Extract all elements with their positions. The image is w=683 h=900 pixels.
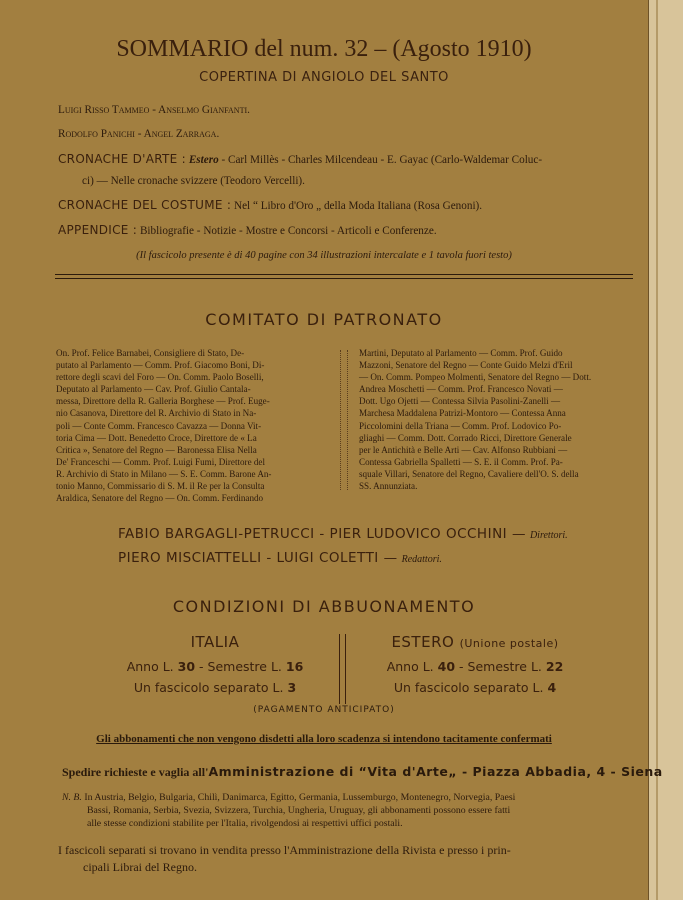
estero-subheading: (Unione postale)	[459, 637, 559, 650]
committee-line: Deputato al Parlamento — Cav. Prof. Giulio Cantala-	[56, 384, 251, 395]
committee-line: Martini, Deputato al Parlamento — Comm. Prof. Guido	[359, 348, 563, 358]
italia-semester-price: 16	[285, 659, 304, 674]
committee-line: poli — Conte Comm. Francesco Cavazza — Donna Vit-	[56, 420, 262, 431]
committee-line: tonio Manno, Commissario di S. M. il Re per la Consulta	[56, 481, 265, 492]
summary-line-2: Rodolfo Panichi - Angel Zarraga.	[58, 128, 220, 140]
cronache-costume-label: CRONACHE DEL COSTUME :	[58, 198, 232, 212]
estero-heading: ESTERO	[391, 633, 455, 651]
committee-title: COMITATO DI PATRONATO	[205, 310, 443, 329]
italia-heading: ITALIA	[190, 633, 240, 651]
committee-line: Andrea Moschetti — Comm. Prof. Francesco Novati —	[359, 384, 563, 395]
price-divider	[339, 634, 346, 704]
cronache-arte-estero: Estero	[188, 154, 219, 166]
estero-single-label: Un fascicolo separato L.	[393, 680, 544, 695]
nb-text-2: Bassi, Romania, Serbia, Svezia, Svizzera, Turchia, Ungheria, Uruguay, gli abbonamenti possono essere fatti	[87, 805, 511, 817]
renewal-note	[0, 733, 648, 745]
committee-line: — On. Comm. Pompeo Molmenti, Senatore del Regno — Dott.	[359, 372, 592, 383]
cronache-arte-label: CRONACHE D'ARTE :	[58, 152, 187, 166]
committee-line: nio Casanova, Direttore del R. Archivio di Stato in Na-	[56, 408, 257, 419]
cronache-arte-cont: ci) — Nelle cronache svizzere (Teodoro Vercelli).	[82, 175, 305, 187]
italia-annual-label: Anno L.	[126, 659, 174, 674]
italia-annual-row	[100, 659, 330, 674]
committee-line: squale Villari, Senatore del Regno, Cavaliere dell'O. S. della	[359, 468, 579, 479]
committee-line: Critica », Senatore del Regno — Baronessa Elisa Nella	[56, 444, 257, 455]
committee-line: On. Prof. Felice Barnabei, Consigliere di Stato, De-	[56, 348, 245, 358]
estero-semester-label: - Semestre L.	[459, 659, 542, 674]
estero-annual-label: Anno L.	[386, 659, 434, 674]
divider-rule	[55, 274, 633, 275]
estero-block	[360, 633, 590, 695]
appendice-text: Bibliografie - Notizie - Mostre e Concorsi - Articoli e Conferenze.	[139, 225, 437, 237]
appendice-label: APPENDICE :	[58, 223, 138, 237]
nb-note	[62, 791, 642, 831]
issue-title: SOMMARIO del num. 32 – (Agosto 1910)	[116, 36, 532, 62]
committee-line: De' Franceschi — Comm. Prof. Luigi Fumi, Direttore del	[56, 456, 265, 467]
send-line	[62, 764, 663, 780]
committee-line: toria Cima — Dott. Benedetto Croce, Direttore de « La	[56, 432, 257, 443]
nb-line-1	[62, 791, 642, 804]
italia-block	[100, 633, 330, 695]
committee-line: per le Antichità e Belle Arti — Cav. Alfonso Rubbiani —	[359, 444, 568, 455]
final-line-1: I fascicoli separati si trovano in vendita presso l'Amministrazione della Rivista e presso i prin-	[58, 843, 511, 857]
editors-names: PIERO MISCIATTELLI - LUIGI COLETTI —	[118, 550, 398, 566]
committee-line: SS. Annunziata.	[359, 481, 418, 492]
committee-line: Contessa Gabriella Spalletti — S. E. il Comm. Prof. Pa-	[359, 456, 563, 467]
committee-line: messa, Direttore della R. Galleria Borghese — Prof. Euge-	[56, 396, 270, 407]
summary-line-1: Luigi Risso Tammeo - Anselmo Gianfanti.	[58, 104, 250, 116]
editors-role: Redattori.	[401, 554, 442, 565]
cronache-costume-text: Nel “ Libro d'Oro „ della Moda Italiana (Rosa Genoni).	[234, 200, 483, 212]
divider-rule	[55, 278, 633, 279]
estero-heading-row	[360, 633, 590, 651]
nb-text-3: alle stesse condizioni stabilite per l'Italia, rivolgendosi ai respettivi uffici postali.	[87, 818, 403, 830]
editors-line	[118, 549, 442, 567]
appendice	[58, 223, 437, 239]
estero-annual-price: 40	[437, 659, 456, 674]
committee-line: Mazzoni, Senatore del Regno — Conte Guido Melzi d'Eril	[359, 360, 573, 371]
cronache-costume	[58, 198, 482, 214]
nb-label: N. B.	[62, 792, 82, 803]
directors-role: Direttori.	[529, 530, 568, 541]
italia-single-price: 3	[287, 680, 297, 695]
column-divider	[340, 350, 348, 490]
estero-single-price: 4	[547, 680, 557, 695]
committee-line: rettore degli scavi del Foro — On. Comm. Paolo Boselli,	[56, 372, 264, 383]
nb-text-1: In Austria, Belgio, Bulgaria, Chilì, Danimarca, Egitto, Germania, Lussemburgo, Montenegro, Norvegia, Paesi	[84, 792, 516, 803]
subscription-title: CONDIZIONI DI ABBUONAMENTO	[172, 597, 476, 616]
committee-left-column	[56, 347, 331, 504]
cronache-arte-text: - Carl Millès - Charles Milcendeau - E. Gayac (Carlo-Waldemar Coluc-	[221, 154, 543, 166]
advance-payment: (PAGAMENTO ANTICIPATO)	[253, 705, 395, 715]
committee-line: Dott. Ugo Ojetti — Contessa Silvia Pasolini-Zanelli —	[359, 396, 561, 407]
directors-names: FABIO BARGAGLI-PETRUCCI - PIER LUDOVICO OCCHINI —	[118, 526, 526, 542]
committee-line: putato al Parlamento — Comm. Prof. Giacomo Boni, Di-	[56, 360, 265, 371]
committee-line: Piccolomini della Triana — Comm. Prof. Lodovico Po-	[359, 420, 562, 431]
cronache-arte	[58, 152, 643, 168]
renewal-text: Gli abbonamenti che non vengono disdetti alla loro scadenza si intendono tacitamente confermati	[96, 733, 552, 745]
directors-line	[118, 525, 568, 543]
committee-line: R. Archivio di Stato in Milano — S. E. Comm. Barone An-	[56, 468, 272, 479]
send-prefix: Spedire richieste e vaglia all'	[62, 765, 209, 779]
committee-right-column	[359, 347, 629, 492]
committee-line: gliaghi — Comm. Dott. Corrado Ricci, Direttore Generale	[359, 432, 572, 443]
committee-line: Marchesa Maddalena Patrizi-Montoro — Contessa Anna	[359, 408, 566, 419]
issue-note: (Il fascicolo presente è di 40 pagine con 34 illustrazioni intercalate e 1 tavola fuori testo)	[136, 250, 512, 261]
final-line-2: cipali Librai del Regno.	[83, 860, 197, 874]
estero-semester-price: 22	[545, 659, 564, 674]
italia-annual-price: 30	[177, 659, 196, 674]
committee-line: Araldica, Senatore del Regno — On. Comm. Ferdinando	[56, 493, 264, 504]
italia-semester-label: - Semestre L.	[199, 659, 282, 674]
send-address: Amministrazione di “Vita d'Arte„ - Piazza Abbadia, 4 - Siena	[208, 764, 663, 779]
final-note	[58, 842, 511, 876]
italia-single-row	[100, 680, 330, 695]
estero-single-row	[360, 680, 590, 695]
cover-credit: COPERTINA DI ANGIOLO DEL SANTO	[199, 70, 449, 85]
italia-single-label: Un fascicolo separato L.	[133, 680, 284, 695]
estero-annual-row	[360, 659, 590, 674]
